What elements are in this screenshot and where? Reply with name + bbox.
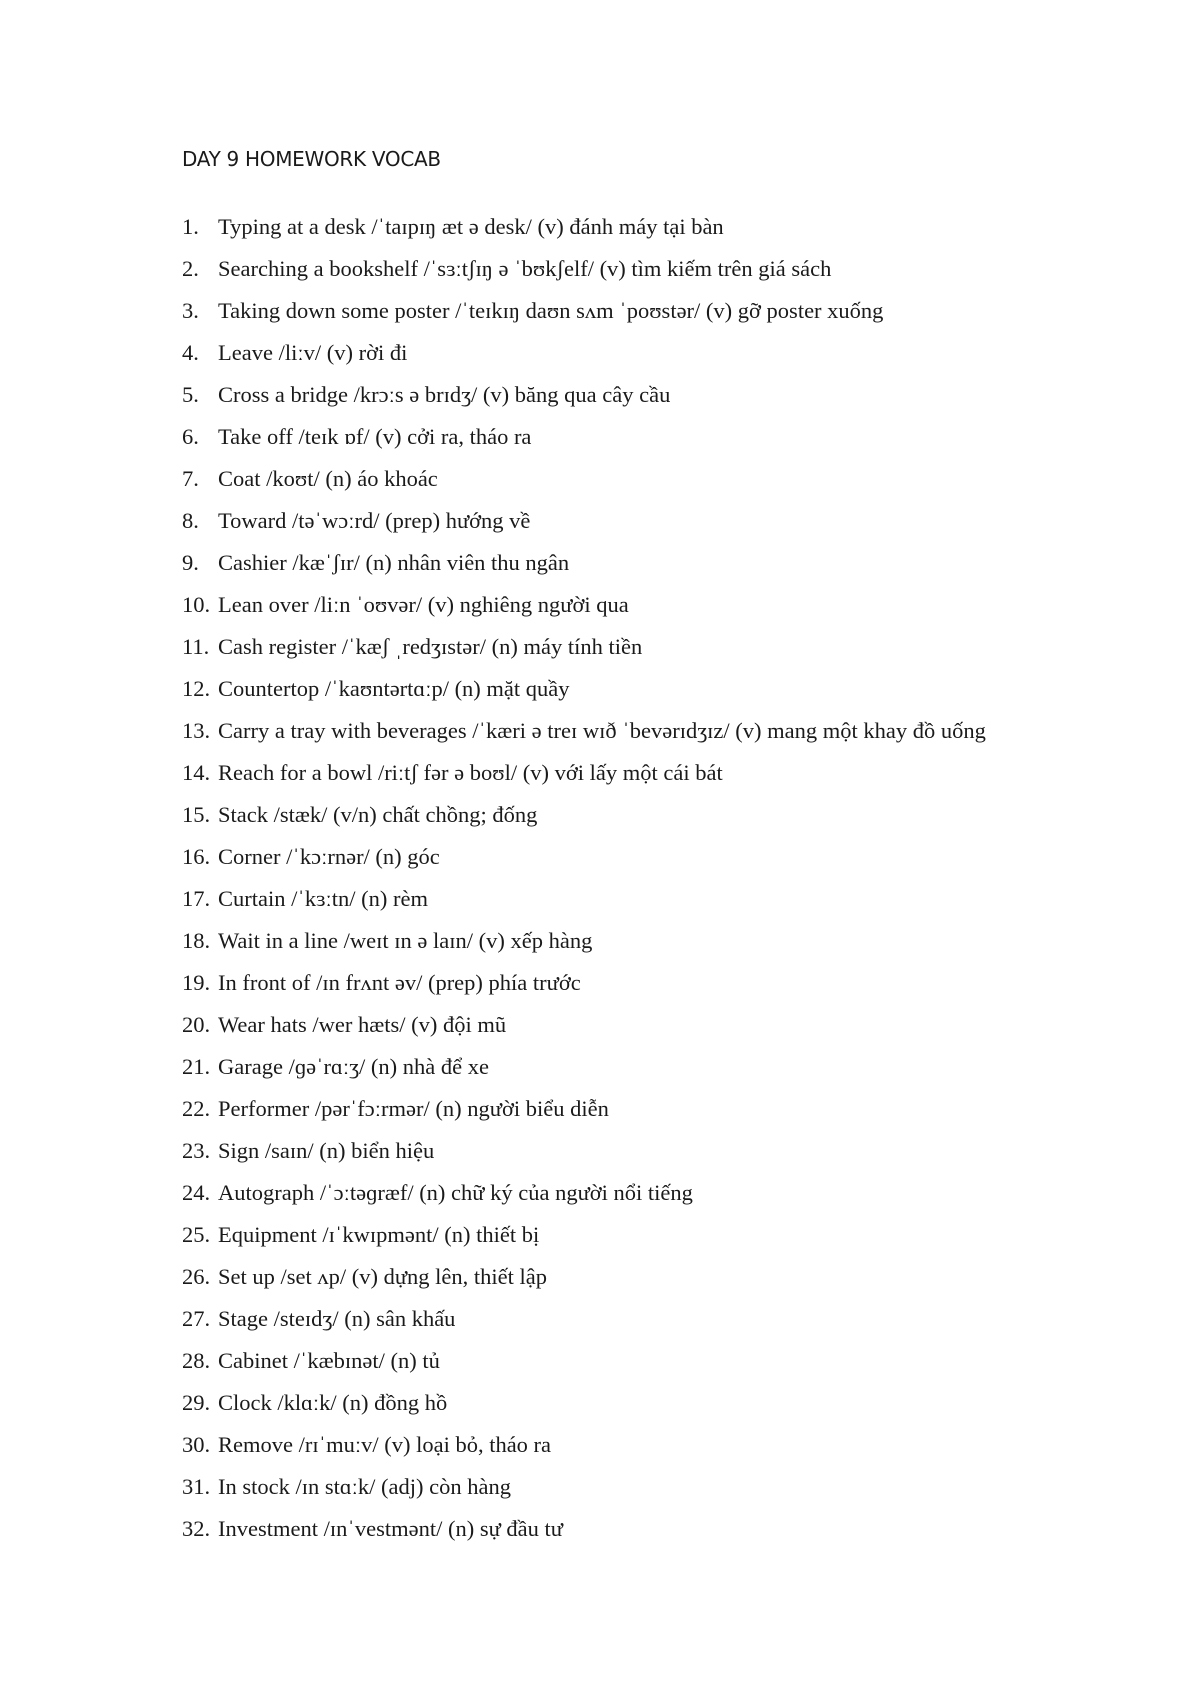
item-text: Curtain /ˈkɜːtn/ (n) rèm: [218, 886, 429, 911]
item-text: Stack /stæk/ (v/n) chất chồng; đống: [218, 802, 538, 827]
item-number: 5.: [182, 382, 199, 407]
item-number: 12.: [182, 676, 211, 701]
item-text: Carry a tray with beverages /ˈkæri ə treɪ wɪð ˈbevərɪdʒɪz/ (v) mang một khay đồ uống: [218, 718, 986, 743]
vocab-item: [182, 1138, 986, 1180]
item-number: 9.: [182, 550, 199, 575]
vocab-list: [182, 214, 986, 1558]
item-text: Investment /ɪnˈvestmənt/ (n) sự đầu tư: [218, 1516, 563, 1541]
item-number: 7.: [182, 466, 199, 491]
vocab-item: [182, 970, 986, 1012]
item-text: Stage /steɪdʒ/ (n) sân khấu: [218, 1306, 456, 1331]
vocab-item: [182, 1054, 986, 1096]
vocab-item: [182, 802, 986, 844]
vocab-item: [182, 928, 986, 970]
item-number: 21.: [182, 1054, 211, 1079]
vocab-item: [182, 466, 986, 508]
item-number: 11.: [182, 634, 210, 659]
item-text: Toward /təˈwɔːrd/ (prep) hướng về: [218, 508, 531, 533]
vocab-item: [182, 844, 986, 886]
item-number: 15.: [182, 802, 211, 827]
vocab-item: [182, 886, 986, 928]
item-number: 26.: [182, 1264, 211, 1289]
item-number: 29.: [182, 1390, 211, 1415]
vocab-item: [182, 718, 986, 760]
item-number: 14.: [182, 760, 211, 785]
item-number: 8.: [182, 508, 199, 533]
item-number: 4.: [182, 340, 199, 365]
vocab-item: [182, 382, 986, 424]
item-number: 6.: [182, 424, 199, 449]
item-number: 31.: [182, 1474, 211, 1499]
item-number: 16.: [182, 844, 211, 869]
item-text: Remove /rɪˈmuːv/ (v) loại bỏ, tháo ra: [218, 1432, 552, 1457]
item-text: Equipment /ɪˈkwɪpmənt/ (n) thiết bị: [218, 1222, 540, 1247]
item-number: 22.: [182, 1096, 211, 1121]
item-text: Taking down some poster /ˈteɪkɪŋ daʊn sʌm ˈpoʊstər/ (v) gỡ poster xuống: [218, 298, 884, 323]
vocab-item: [182, 1432, 986, 1474]
item-text: Searching a bookshelf /ˈsɜːtʃɪŋ ə ˈbʊkʃelf/ (v) tìm kiếm trên giá sách: [218, 256, 832, 281]
item-text: Wait in a line /weɪt ɪn ə laɪn/ (v) xếp hàng: [218, 928, 593, 953]
item-number: 24.: [182, 1180, 211, 1205]
item-text: Clock /klɑːk/ (n) đồng hồ: [218, 1390, 448, 1415]
item-number: 28.: [182, 1348, 211, 1373]
item-text: Cash register /ˈkæʃ ˌredʒɪstər/ (n) máy tính tiền: [218, 634, 643, 659]
item-text: Cross a bridge /krɔːs ə brɪdʒ/ (v) băng qua cây cầu: [218, 382, 671, 407]
item-text: Coat /koʊt/ (n) áo khoác: [218, 466, 438, 491]
item-number: 10.: [182, 592, 211, 617]
item-text: Autograph /ˈɔːtəɡræf/ (n) chữ ký của người nổi tiếng: [218, 1180, 693, 1205]
vocab-item: [182, 634, 986, 676]
vocab-item: [182, 256, 986, 298]
vocab-item: [182, 1096, 986, 1138]
item-number: 17.: [182, 886, 211, 911]
vocab-item: [182, 550, 986, 592]
item-text: Set up /set ʌp/ (v) dựng lên, thiết lập: [218, 1264, 548, 1289]
vocab-item: [182, 1012, 986, 1054]
document-title: DAY 9 HOMEWORK VOCAB: [182, 147, 441, 171]
vocab-item: [182, 1222, 986, 1264]
vocab-item: [182, 1390, 986, 1432]
vocab-item: [182, 1516, 986, 1558]
item-text: Performer /pərˈfɔːrmər/ (n) người biểu diễn: [218, 1096, 609, 1121]
item-number: 13.: [182, 718, 211, 743]
item-number: 1.: [182, 214, 199, 239]
item-number: 27.: [182, 1306, 211, 1331]
vocab-item: [182, 760, 986, 802]
item-number: 3.: [182, 298, 199, 323]
item-text: Cabinet /ˈkæbɪnət/ (n) tủ: [218, 1348, 440, 1373]
vocab-item: [182, 298, 986, 340]
vocab-item: [182, 676, 986, 718]
item-number: 19.: [182, 970, 211, 995]
item-text: Typing at a desk /ˈtaɪpɪŋ æt ə desk/ (v) đánh máy tại bàn: [218, 214, 724, 239]
item-text: Countertop /ˈkaʊntərtɑːp/ (n) mặt quầy: [218, 676, 570, 701]
item-number: 23.: [182, 1138, 211, 1163]
vocab-item: [182, 340, 986, 382]
vocab-item: [182, 1180, 986, 1222]
item-number: 30.: [182, 1432, 211, 1457]
vocab-item: [182, 1306, 986, 1348]
item-text: Corner /ˈkɔːrnər/ (n) góc: [218, 844, 440, 869]
vocab-item: [182, 1348, 986, 1390]
item-text: Cashier /kæˈʃɪr/ (n) nhân viên thu ngân: [218, 550, 570, 575]
item-text: In stock /ɪn stɑːk/ (adj) còn hàng: [218, 1474, 511, 1499]
item-number: 20.: [182, 1012, 211, 1037]
item-text: Take off /teɪk ɒf/ (v) cởi ra, tháo ra: [218, 424, 532, 449]
item-text: Wear hats /wer hæts/ (v) đội mũ: [218, 1012, 507, 1037]
item-text: Leave /liːv/ (v) rời đi: [218, 340, 408, 365]
item-number: 2.: [182, 256, 199, 281]
vocab-item: [182, 214, 986, 256]
vocab-item: [182, 592, 986, 634]
vocab-item: [182, 1474, 986, 1516]
item-number: 32.: [182, 1516, 211, 1541]
vocab-item: [182, 424, 986, 466]
item-text: Sign /saɪn/ (n) biển hiệu: [218, 1138, 435, 1163]
item-text: Garage /ɡəˈrɑːʒ/ (n) nhà để xe: [218, 1054, 489, 1079]
item-number: 25.: [182, 1222, 211, 1247]
item-text: In front of /ɪn frʌnt əv/ (prep) phía trước: [218, 970, 581, 995]
item-text: Reach for a bowl /riːtʃ fər ə boʊl/ (v) với lấy một cái bát: [218, 760, 723, 785]
vocab-item: [182, 1264, 986, 1306]
vocab-item: [182, 508, 986, 550]
item-text: Lean over /liːn ˈoʊvər/ (v) nghiêng người qua: [218, 592, 629, 617]
item-number: 18.: [182, 928, 211, 953]
